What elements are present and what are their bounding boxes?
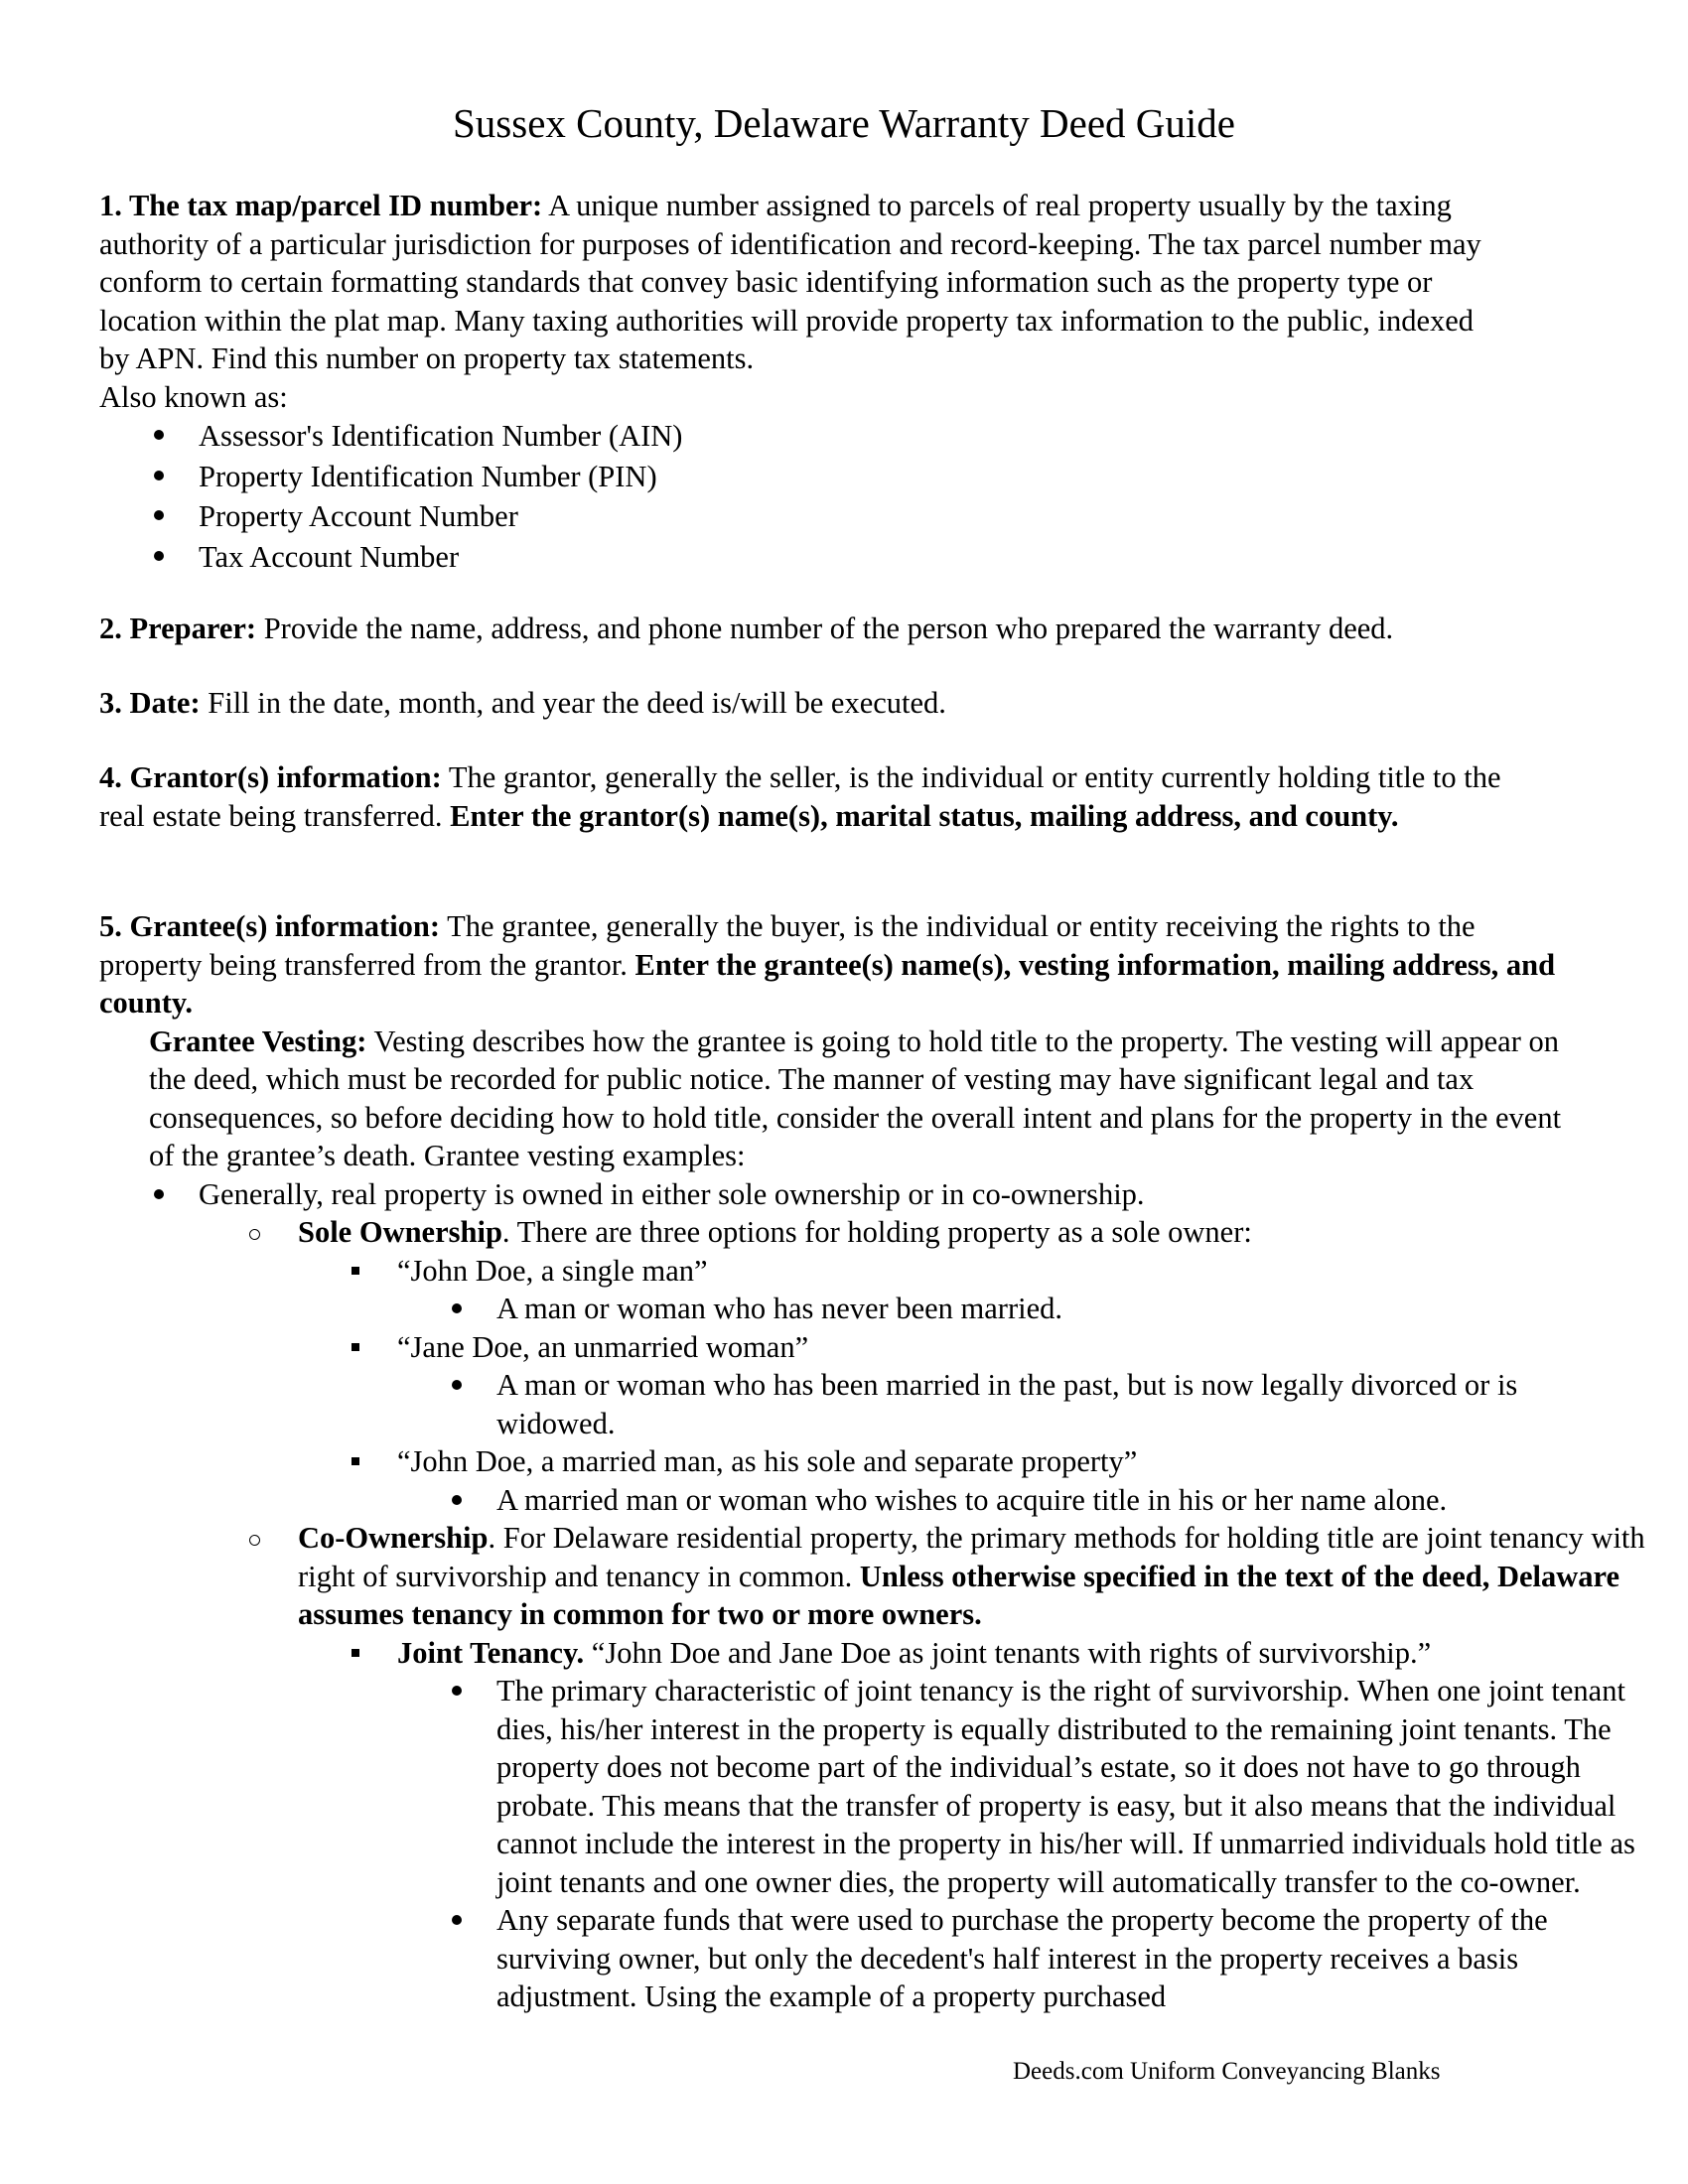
co-ownership-item (99, 1519, 1678, 1634)
section-5-heading: 5. Grantee(s) information: (99, 909, 441, 943)
vesting-note: A man or woman who has never been married. (99, 1290, 1589, 1328)
co-ownership-heading: Co-Ownership (298, 1521, 489, 1555)
joint-tenancy-body: “John Doe and Jane Doe as joint tenants with rights of survivorship.” (584, 1635, 1432, 1670)
section-5-body: The grantee, generally the buyer, is the individual or entity receiving the rights to the property being transferred from the grantor. (99, 909, 1476, 982)
section-2-heading: 2. Preparer: (99, 612, 257, 645)
list-item: Property Identification Number (PIN) (99, 457, 1589, 497)
section-3-heading: 3. Date: (99, 686, 201, 720)
also-known-as-label: Also known as: (99, 379, 288, 414)
section-grantor (99, 758, 1589, 835)
vesting-example: “John Doe, a married man, as his sole and separate property” (99, 1442, 1589, 1481)
list-item: Generally, real property is owned in either sole ownership or in co-ownership. (99, 1175, 1589, 1214)
footer-text: Deeds.com Uniform Conveyancing Blanks (1013, 2058, 1441, 2085)
vesting-list (99, 1175, 1645, 2016)
section-5-instruction: Enter the grantee(s) name(s), vesting information, mailing address, and county. (99, 947, 1556, 1020)
list-item: Property Account Number (99, 496, 1589, 537)
section-4-body: The grantor, generally the seller, is the individual or entity currently holding title to the real estate being transferred. (99, 760, 1501, 833)
sole-ownership-item (99, 1213, 1589, 1252)
section-3-body: Fill in the date, month, and year the deed is/will be executed. (200, 686, 946, 720)
section-1-paragraph (99, 187, 1509, 378)
aka-list (99, 416, 1589, 577)
section-preparer (99, 610, 1589, 648)
joint-tenancy-note: The primary characteristic of joint tenancy is the right of survivorship. When one joint tenant dies, his/her interest in the property is equally distributed to the remaining joint tenants. The property does not become part of the individual’s estate, so it does not have to go through probate. This means that the transfer of property is easy, but it also means that the individual cannot include the interest in the property in his/her will. If unmarried individuals hold title as joint tenants and one owner dies, the property will automatically transfer to the co-owner. (99, 1672, 1653, 1901)
section-tax-parcel (99, 187, 1589, 577)
section-4-instruction: Enter the grantor(s) name(s), marital status, mailing address, and county. (450, 798, 1399, 833)
vesting-heading: Grantee Vesting: (149, 1024, 367, 1058)
joint-tenancy-heading: Joint Tenancy. (397, 1635, 585, 1670)
co-ownership-body: . For Delaware residential property, the primary methods for holding title are joint tenancy with right of survivorship and tenancy in common. (298, 1521, 1645, 1593)
list-item: Tax Account Number (99, 537, 1589, 578)
sole-ownership-body: . There are three options for holding property as a sole owner: (501, 1215, 1252, 1249)
section-grantee (99, 907, 1645, 2016)
section-2-body: Provide the name, address, and phone number of the person who prepared the warranty deed. (256, 612, 1394, 645)
sole-ownership-heading: Sole Ownership (298, 1215, 502, 1249)
section-4-heading: 4. Grantor(s) information: (99, 760, 442, 794)
vesting-note: A man or woman who has been married in the past, but is now legally divorced or is widowed. (99, 1366, 1549, 1442)
section-date (99, 684, 1589, 723)
vesting-example: “Jane Doe, an unmarried woman” (99, 1328, 1589, 1367)
joint-tenancy-note: Any separate funds that were used to purchase the property become the property of the surviving owner, but only the decedent's half interest in the property receives a basis adjustment. Using the example of a property purchased (99, 1901, 1653, 2016)
vesting-body: Vesting describes how the grantee is going to hold title to the property. The vesting will appear on the deed, which must be recorded for public notice. The manner of vesting may have significant legal and tax consequences, so before deciding how to hold title, consider the overall intent and plans for the property in the event of the grantee’s death. Grantee vesting examples: (149, 1024, 1562, 1172)
joint-tenancy-item (99, 1634, 1589, 1673)
section-1-body: A unique number assigned to parcels of real property usually by the taxing authority of a particular jurisdiction for purposes of identification and record-keeping. The tax parcel number may conform to certain formatting standards that convey basic identifying information such as the property type or location within the plat map. Many taxing authorities will provide property tax information to the public, indexed by APN. Find this number on property tax statements. (99, 189, 1481, 375)
vesting-example: “John Doe, a single man” (99, 1252, 1589, 1291)
vesting-paragraph (99, 1023, 1589, 1175)
list-item: Assessor's Identification Number (AIN) (99, 416, 1589, 457)
page-title: Sussex County, Delaware Warranty Deed Guide (452, 100, 1235, 146)
section-1-heading: 1. The tax map/parcel ID number: (99, 189, 543, 222)
co-ownership-note: Unless otherwise specified in the text of the deed, Delaware assumes tenancy in common for two or more owners. (298, 1559, 1620, 1631)
vesting-note: A married man or woman who wishes to acquire title in his or her name alone. (99, 1481, 1589, 1520)
